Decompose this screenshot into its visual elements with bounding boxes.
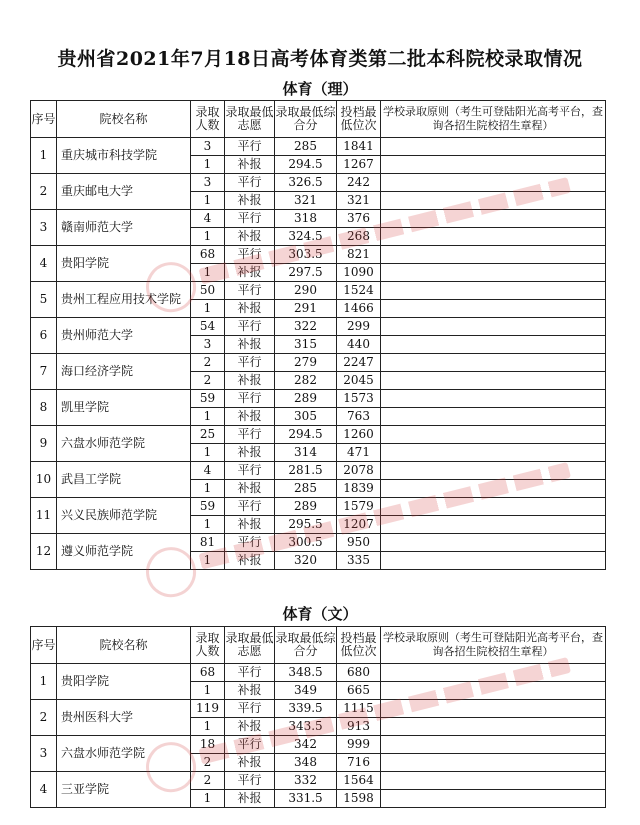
min-rank: 1579 [337, 498, 381, 516]
min-score: 291 [275, 300, 337, 318]
school-index: 3 [31, 210, 57, 246]
min-rank: 242 [337, 174, 381, 192]
min-score: 320 [275, 552, 337, 570]
col-header-index: 序号 [31, 101, 57, 138]
min-score: 342 [275, 736, 337, 754]
admit-level: 平行 [225, 246, 275, 264]
admit-count: 59 [191, 390, 225, 408]
min-score: 324.5 [275, 228, 337, 246]
admit-count: 4 [191, 210, 225, 228]
header-row [31, 101, 606, 138]
min-rank: 335 [337, 552, 381, 570]
admission-rule [381, 426, 606, 444]
min-score: 295.5 [275, 516, 337, 534]
min-score: 331.5 [275, 790, 337, 808]
admit-count: 3 [191, 138, 225, 156]
min-rank: 2045 [337, 372, 381, 390]
school-index: 4 [31, 772, 57, 808]
admission-rule [381, 754, 606, 772]
min-score: 279 [275, 354, 337, 372]
min-rank: 950 [337, 534, 381, 552]
school-index: 4 [31, 246, 57, 282]
table-row [31, 462, 606, 480]
min-rank: 268 [337, 228, 381, 246]
table-row [31, 534, 606, 552]
admit-count: 68 [191, 246, 225, 264]
col-header-score: 录取最低综合分 [275, 627, 337, 664]
admit-count: 1 [191, 264, 225, 282]
table-row [31, 282, 606, 300]
col-header-rule: 学校录取原则（考生可登陆阳光高考平台，查询各招生院校招生章程） [381, 101, 606, 138]
admission-rule [381, 390, 606, 408]
admit-count: 50 [191, 282, 225, 300]
min-score: 303.5 [275, 246, 337, 264]
school-index: 10 [31, 462, 57, 498]
school-index: 5 [31, 282, 57, 318]
admission-rule [381, 790, 606, 808]
school-index: 12 [31, 534, 57, 570]
admission-rule [381, 772, 606, 790]
min-score: 290 [275, 282, 337, 300]
admission-rule [381, 318, 606, 336]
section-title-arts: 体育（文） [282, 605, 358, 623]
admit-level: 补报 [225, 682, 275, 700]
admit-count: 1 [191, 300, 225, 318]
admit-level: 平行 [225, 772, 275, 790]
min-rank: 1598 [337, 790, 381, 808]
admission-rule [381, 192, 606, 210]
school-index: 8 [31, 390, 57, 426]
table-row [31, 318, 606, 336]
table-row [31, 174, 606, 192]
school-name: 赣南师范大学 [57, 210, 191, 246]
admission-rule [381, 552, 606, 570]
admit-level: 补报 [225, 300, 275, 318]
col-header-score: 录取最低综合分 [275, 101, 337, 138]
min-rank: 913 [337, 718, 381, 736]
admission-rule [381, 718, 606, 736]
min-score: 348 [275, 754, 337, 772]
admission-table-arts [30, 626, 606, 808]
admit-count: 3 [191, 336, 225, 354]
school-index: 2 [31, 700, 57, 736]
col-header-school: 院校名称 [57, 101, 191, 138]
min-rank: 1267 [337, 156, 381, 174]
min-score: 285 [275, 480, 337, 498]
min-rank: 716 [337, 754, 381, 772]
table-row [31, 138, 606, 156]
school-index: 1 [31, 138, 57, 174]
school-name: 贵州医科大学 [57, 700, 191, 736]
admit-count: 119 [191, 700, 225, 718]
min-score: 326.5 [275, 174, 337, 192]
school-name: 贵阳学院 [57, 664, 191, 700]
school-name: 六盘水师范学院 [57, 426, 191, 462]
min-score: 322 [275, 318, 337, 336]
school-name: 武昌工学院 [57, 462, 191, 498]
min-rank: 680 [337, 664, 381, 682]
min-score: 281.5 [275, 462, 337, 480]
admit-count: 2 [191, 772, 225, 790]
admission-rule [381, 534, 606, 552]
min-score: 289 [275, 390, 337, 408]
admit-level: 平行 [225, 390, 275, 408]
admission-rule [381, 210, 606, 228]
min-score: 321 [275, 192, 337, 210]
col-header-level: 录取最低志愿 [225, 101, 275, 138]
min-score: 289 [275, 498, 337, 516]
min-score: 314 [275, 444, 337, 462]
admit-level: 平行 [225, 318, 275, 336]
admit-count: 25 [191, 426, 225, 444]
col-header-level: 录取最低志愿 [225, 627, 275, 664]
min-score: 332 [275, 772, 337, 790]
admit-level: 平行 [225, 664, 275, 682]
col-header-school: 院校名称 [57, 627, 191, 664]
page-title: 贵州省2021年7月18日高考体育类第二批本科院校录取情况 [57, 48, 583, 70]
admit-level: 补报 [225, 718, 275, 736]
min-rank: 1573 [337, 390, 381, 408]
admit-level: 补报 [225, 480, 275, 498]
admit-level: 补报 [225, 552, 275, 570]
school-index: 6 [31, 318, 57, 354]
min-rank: 821 [337, 246, 381, 264]
min-rank: 376 [337, 210, 381, 228]
min-score: 285 [275, 138, 337, 156]
admission-rule [381, 682, 606, 700]
admit-count: 1 [191, 408, 225, 426]
admit-level: 平行 [225, 700, 275, 718]
table-row [31, 498, 606, 516]
table-row [31, 772, 606, 790]
school-index: 9 [31, 426, 57, 462]
admission-rule [381, 300, 606, 318]
admit-count: 1 [191, 156, 225, 174]
admit-level: 补报 [225, 228, 275, 246]
school-name: 重庆邮电大学 [57, 174, 191, 210]
min-rank: 1466 [337, 300, 381, 318]
admit-level: 补报 [225, 192, 275, 210]
admit-count: 1 [191, 552, 225, 570]
admission-table-science [30, 100, 606, 570]
admit-count: 59 [191, 498, 225, 516]
table-row [31, 354, 606, 372]
table-row [31, 736, 606, 754]
admit-count: 4 [191, 462, 225, 480]
section-title-science: 体育（理） [282, 80, 358, 98]
admit-level: 平行 [225, 498, 275, 516]
min-rank: 1524 [337, 282, 381, 300]
admit-count: 2 [191, 354, 225, 372]
min-rank: 763 [337, 408, 381, 426]
admit-level: 补报 [225, 264, 275, 282]
admission-rule [381, 264, 606, 282]
admit-level: 补报 [225, 444, 275, 462]
admit-level: 平行 [225, 138, 275, 156]
school-name: 海口经济学院 [57, 354, 191, 390]
school-index: 1 [31, 664, 57, 700]
admit-count: 1 [191, 444, 225, 462]
table-row [31, 246, 606, 264]
admission-rule [381, 700, 606, 718]
min-score: 348.5 [275, 664, 337, 682]
admit-count: 1 [191, 192, 225, 210]
admit-count: 1 [191, 516, 225, 534]
admission-rule [381, 516, 606, 534]
min-score: 318 [275, 210, 337, 228]
header-row [31, 627, 606, 664]
min-score: 300.5 [275, 534, 337, 552]
school-name: 六盘水师范学院 [57, 736, 191, 772]
min-rank: 999 [337, 736, 381, 754]
min-rank: 299 [337, 318, 381, 336]
min-rank: 321 [337, 192, 381, 210]
admit-level: 平行 [225, 174, 275, 192]
col-header-count: 录取人数 [191, 627, 225, 664]
school-name: 贵州师范大学 [57, 318, 191, 354]
admit-level: 平行 [225, 534, 275, 552]
col-header-count: 录取人数 [191, 101, 225, 138]
min-rank: 2078 [337, 462, 381, 480]
col-header-index: 序号 [31, 627, 57, 664]
admission-rule [381, 336, 606, 354]
school-name: 凯里学院 [57, 390, 191, 426]
admit-count: 1 [191, 682, 225, 700]
admission-rule [381, 246, 606, 264]
admission-rule [381, 480, 606, 498]
min-rank: 1839 [337, 480, 381, 498]
min-rank: 1260 [337, 426, 381, 444]
table-row [31, 664, 606, 682]
admit-count: 2 [191, 754, 225, 772]
table-row [31, 700, 606, 718]
min-rank: 1841 [337, 138, 381, 156]
min-rank: 2247 [337, 354, 381, 372]
min-rank: 665 [337, 682, 381, 700]
min-rank: 440 [337, 336, 381, 354]
admit-level: 平行 [225, 354, 275, 372]
admit-level: 平行 [225, 210, 275, 228]
admit-count: 68 [191, 664, 225, 682]
admission-rule [381, 498, 606, 516]
min-score: 339.5 [275, 700, 337, 718]
admit-level: 补报 [225, 408, 275, 426]
min-rank: 471 [337, 444, 381, 462]
school-index: 11 [31, 498, 57, 534]
school-name: 贵州工程应用技术学院 [57, 282, 191, 318]
admit-count: 18 [191, 736, 225, 754]
school-index: 3 [31, 736, 57, 772]
col-header-rank: 投档最低位次 [337, 101, 381, 138]
admit-count: 1 [191, 228, 225, 246]
admission-rule [381, 138, 606, 156]
admission-rule [381, 372, 606, 390]
admit-level: 补报 [225, 156, 275, 174]
admission-rule [381, 228, 606, 246]
school-name: 重庆城市科技学院 [57, 138, 191, 174]
min-score: 294.5 [275, 156, 337, 174]
admit-count: 81 [191, 534, 225, 552]
admit-level: 平行 [225, 282, 275, 300]
admit-level: 平行 [225, 426, 275, 444]
school-name: 三亚学院 [57, 772, 191, 808]
min-score: 349 [275, 682, 337, 700]
col-header-rank: 投档最低位次 [337, 627, 381, 664]
admission-rule [381, 462, 606, 480]
min-rank: 1115 [337, 700, 381, 718]
admit-count: 2 [191, 372, 225, 390]
min-rank: 1207 [337, 516, 381, 534]
admission-rule [381, 736, 606, 754]
min-score: 343.5 [275, 718, 337, 736]
min-score: 315 [275, 336, 337, 354]
school-name: 遵义师范学院 [57, 534, 191, 570]
admission-rule [381, 156, 606, 174]
admission-rule [381, 282, 606, 300]
admit-level: 补报 [225, 516, 275, 534]
admission-rule [381, 408, 606, 426]
admit-level: 补报 [225, 336, 275, 354]
school-name: 贵阳学院 [57, 246, 191, 282]
admission-rule [381, 354, 606, 372]
min-score: 297.5 [275, 264, 337, 282]
school-index: 2 [31, 174, 57, 210]
admit-level: 平行 [225, 736, 275, 754]
table-row [31, 210, 606, 228]
admit-count: 3 [191, 174, 225, 192]
min-rank: 1090 [337, 264, 381, 282]
admit-count: 1 [191, 480, 225, 498]
min-score: 305 [275, 408, 337, 426]
min-rank: 1564 [337, 772, 381, 790]
admission-rule [381, 664, 606, 682]
admit-count: 1 [191, 790, 225, 808]
admit-level: 补报 [225, 754, 275, 772]
school-index: 7 [31, 354, 57, 390]
min-score: 282 [275, 372, 337, 390]
admit-count: 1 [191, 718, 225, 736]
table-row [31, 390, 606, 408]
admission-rule [381, 444, 606, 462]
admit-level: 补报 [225, 372, 275, 390]
admit-count: 54 [191, 318, 225, 336]
admission-rule [381, 174, 606, 192]
table-row [31, 426, 606, 444]
admit-level: 平行 [225, 462, 275, 480]
min-score: 294.5 [275, 426, 337, 444]
school-name: 兴义民族师范学院 [57, 498, 191, 534]
admit-level: 补报 [225, 790, 275, 808]
col-header-rule: 学校录取原则（考生可登陆阳光高考平台，查询各招生院校招生章程） [381, 627, 606, 664]
